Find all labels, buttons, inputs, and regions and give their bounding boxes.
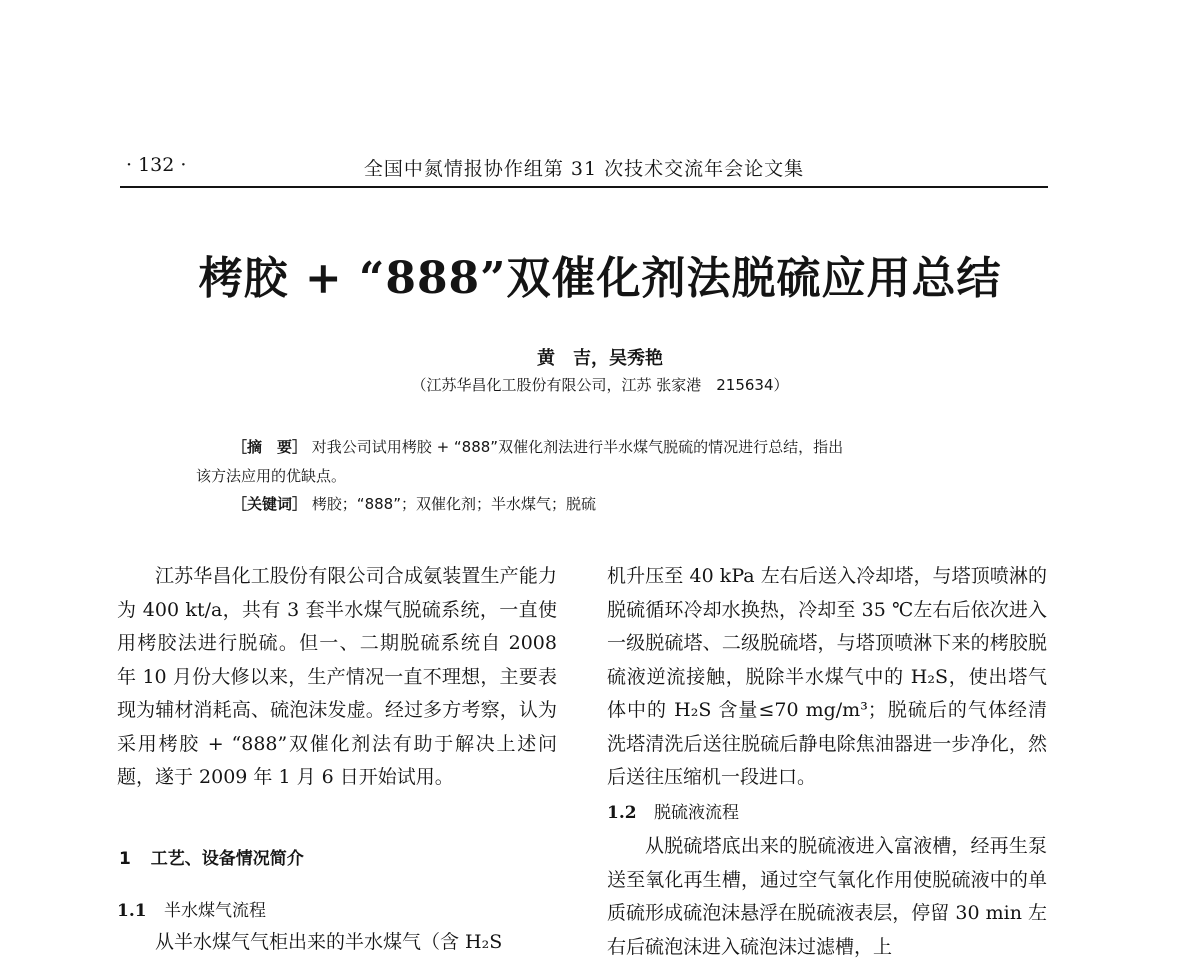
abstract-text-1: 对我公司试用栲胶 + “888”双催化剂法进行半水煤气脱硫的情况进行总结，指出: [311, 438, 844, 456]
section-1-number: 1: [119, 849, 131, 869]
subsection-1-1-number: 1.1: [117, 901, 147, 921]
journal-title: 全国中氮情报协作组第 31 次技术交流年会论文集: [363, 158, 805, 180]
subsection-1-2-number: 1.2: [607, 803, 637, 823]
abstract-line-1: [196, 433, 996, 462]
running-header: [120, 146, 1048, 186]
keywords-label: ［关键词］: [232, 495, 308, 513]
right-column: [607, 560, 1047, 958]
page-number: · 132 ·: [126, 154, 187, 176]
affiliation: （江苏华昌化工股份有限公司，江苏 张家港 215634）: [411, 376, 789, 394]
abstract: [196, 433, 996, 491]
subsection-1-1-heading: [117, 896, 266, 921]
keywords: [232, 493, 596, 514]
subsection-1-2-heading: [607, 798, 739, 823]
desulfurization-liquid-paragraph: 从脱硫塔底出来的脱硫液进入富液槽，经再生泵送至氧化再生槽，通过空气氧化作用使脱硫液中的单质硫形成硫泡沫悬浮在脱硫液表层，停留 30 min 左右后硫泡沫进入硫泡沫过滤槽，上: [607, 835, 1047, 958]
subsection-1-1-title: 半水煤气流程: [163, 901, 266, 921]
keywords-text: 栲胶；“888”；双催化剂；半水煤气；脱硫: [311, 495, 596, 513]
abstract-text-2: 该方法应用的优缺点。: [196, 467, 347, 485]
abstract-label: ［摘 要］: [232, 438, 308, 456]
section-1-title: 工艺、设备情况简介: [150, 849, 304, 869]
header-rule: [120, 186, 1048, 188]
subsection-1-1-text: 从半水煤气气柜出来的半水煤气（含 H₂S: [155, 931, 503, 953]
authors: 黄 吉，吴秀艳: [537, 348, 663, 369]
section-1-heading: [119, 844, 304, 869]
left-column: [117, 560, 557, 953]
paper-title: 栲胶 + “888”双催化剂法脱硫应用总结: [198, 253, 1002, 304]
subsection-1-2-title: 脱硫液流程: [653, 803, 739, 823]
intro-paragraph: 江苏华昌化工股份有限公司合成氨装置生产能力为 400 kt/a，共有 3 套半水煤气脱硫系统，一直使用栲胶法进行脱硫。但一、二期脱硫系统自 2008 年 10 月份大修以来，生产情况一直不理想，主要表现为辅材消耗高、硫泡沫发虚。经过多方考察，认为采用栲胶 + “888”双催化剂法有助于解决上述问题，遂于 2009 年 1 月 6 日开始试用。: [117, 565, 557, 788]
gas-flow-paragraph: 机升压至 40 kPa 左右后送入冷却塔，与塔顶喷淋的脱硫循环冷却水换热，冷却至 35 ℃左右后依次进入一级脱硫塔、二级脱硫塔，与塔顶喷淋下来的栲胶脱硫液逆流接触，脱除半水煤气中的 H₂S，使出塔气体中的 H₂S 含量≤70 mg/m³；脱硫后的气体经清洗塔清洗后送往脱硫后静电除焦油器进一步净化，然后送往压缩机一段进口。: [607, 565, 1047, 788]
